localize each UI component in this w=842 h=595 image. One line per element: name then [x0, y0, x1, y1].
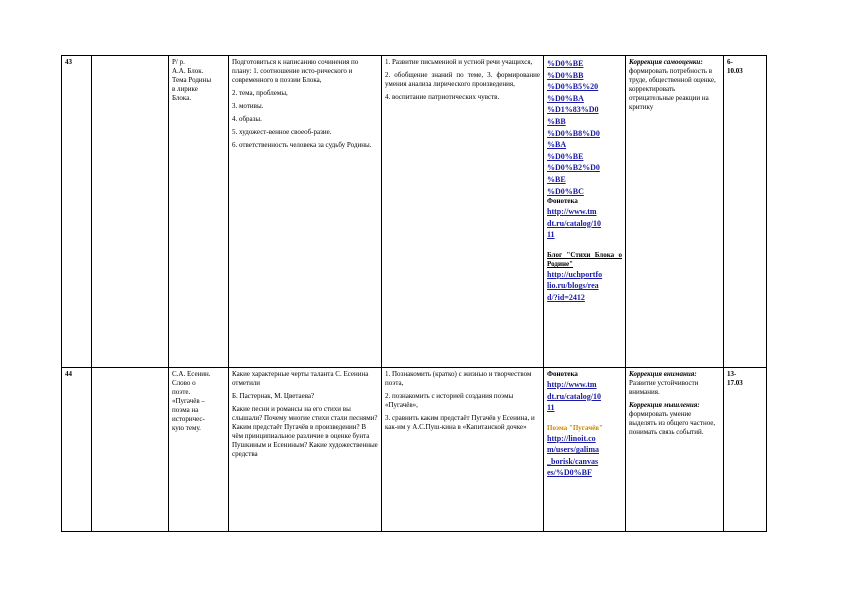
lesson-goals: 1. Познакомить (кратко) с жизнью и творчеством поэта, 2. познакомить с историей создания поэмы «Пугачёв», 3. сравнить каким предстаёт Пугачёв у Есенина, и как-им у А.С.Пуш-кина в «Капитанской дочке»: [382, 368, 544, 532]
resource-link[interactable]: %D0%BE %D0%BB %D0%B5%20 %D0%BA %D1%83%D0 %BB %D0%B8%D0 %BA %D0%BE %D0%B2%D0 %BE %D0%BC: [547, 59, 600, 196]
lesson-resources: [544, 56, 626, 368]
empty-cell: [92, 368, 169, 532]
resource-label: Поэма "Пугачёв": [547, 423, 603, 432]
lesson-tasks: Подготовиться к написанию сочинения по плану: 1. соотношение исто-рического и современного в поэзии Блока, 2. тема, проблемы, 3. мотивы. 4. образы. 5. художест-венное своеоб-разие. 6. ответственность человека за судьбу Родины.: [229, 56, 382, 368]
resource-label: Блог "Стихи Блока о Родине": [547, 250, 622, 268]
resource-link[interactable]: http://www.tm dt.ru/catalog/10 11: [547, 379, 601, 413]
lesson-correction: Коррекция внимания: Развитие устойчивости внимания. Коррекция мышления: формировать умение выделять из общего частное, понимать связь событий.: [626, 368, 724, 532]
resource-link[interactable]: http://www.tm dt.ru/catalog/10 11: [547, 207, 601, 240]
resource-label: Фонотека: [547, 370, 578, 378]
lesson-tasks: Какие характерные черты таланта С. Есенина отметили Б. Пастернак, М. Цветаева? Какие песни и романсы на его стихи вы слышали? Почему многие стихи стали песнями? Каким предстаёт Пугачёв в произведении? В чём принципиальное различие в оценке бунта Пушкиным и Есениным? Какие художественные средства: [229, 368, 382, 532]
lesson-correction: Коррекция самооценки: формировать потребность в труде, общественной оценке, корректировать отрицательные реакции на критику: [626, 56, 724, 368]
lesson-number: 44: [62, 368, 92, 532]
lesson-date: 13- 17.03: [724, 368, 767, 532]
lesson-topic: Р/ р. А.А. Блок. Тема Родины в лирике Блока.: [169, 56, 229, 368]
lesson-resources: [544, 368, 626, 532]
table-row: [62, 56, 767, 368]
empty-cell: [92, 56, 169, 368]
resource-link[interactable]: http://linoit.co m/users/galima _borisk/canvas es/%D0%BF: [547, 433, 599, 478]
table-row: [62, 368, 767, 532]
resource-label: Фонотека: [547, 197, 578, 206]
lesson-topic: С.А. Есенин. Слово о поэте. «Пугачёв – поэма на историчес- кую тему.: [169, 368, 229, 532]
lesson-number: 43: [62, 56, 92, 368]
lesson-date: 6- 10.03: [724, 56, 767, 368]
lesson-plan-table: [61, 55, 767, 532]
resource-link[interactable]: http://uchportfo lio.ru/blogs/rea d/?id=2412: [547, 269, 603, 302]
lesson-goals: 1. Развитие письменной и устной речи учащихся, 2. обобщение знаний по теме, 3. формирование умения анализа лирического произведения, 4. воспитание патриотических чувств.: [382, 56, 544, 368]
